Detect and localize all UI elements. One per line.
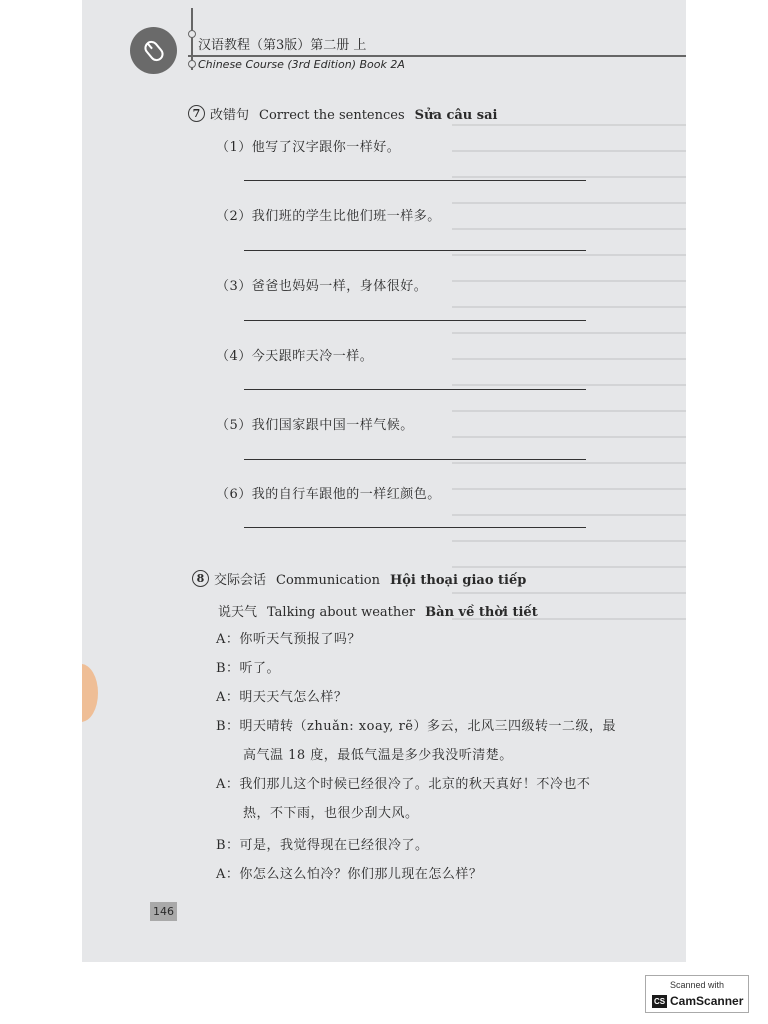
section-7-title-vi: Sửa câu sai bbox=[414, 108, 498, 123]
section-7-number: 7 bbox=[188, 105, 205, 122]
book-title-en: Chinese Course (3rd Edition) Book 2A bbox=[198, 58, 405, 71]
dialogue-line: B：听了。 bbox=[216, 661, 281, 676]
topic-vi: Bàn về thời tiết bbox=[425, 605, 538, 620]
exercise-item-5: （5）我们国家跟中国一样气候。 bbox=[216, 418, 414, 433]
watermark-brand: CamScanner bbox=[670, 994, 744, 1008]
topic-en: Talking about weather bbox=[267, 605, 416, 620]
dialogue-line: A：我们那儿这个时候已经很冷了。北京的秋天真好！不冷也不 bbox=[216, 777, 591, 792]
dialogue-line: A：你怎么这么怕冷？你们那儿现在怎么样？ bbox=[216, 867, 483, 882]
page-number: 146 bbox=[150, 902, 177, 921]
exercise-item-2: （2）我们班的学生比他们班一样多。 bbox=[216, 209, 441, 224]
answer-line-5[interactable] bbox=[244, 459, 586, 460]
book-page bbox=[82, 0, 686, 962]
section-8-heading bbox=[214, 569, 526, 588]
answer-line-1[interactable] bbox=[244, 180, 586, 181]
answer-line-4[interactable] bbox=[244, 389, 586, 390]
header-rule-horizontal bbox=[188, 55, 686, 57]
exercise-item-6: （6）我的自行车跟他的一样红颜色。 bbox=[216, 487, 441, 502]
camscanner-logo-icon: CS bbox=[653, 997, 666, 1006]
section-8-title-vi: Hội thoại giao tiếp bbox=[389, 573, 527, 588]
exercise-item-4: （4）今天跟昨天冷一样。 bbox=[216, 349, 374, 364]
exercise-item-3: （3）爸爸也妈妈一样，身体很好。 bbox=[216, 279, 428, 294]
dialogue-line: B：明天晴转（zhuǎn: xoay, rẽ）多云，北风三四级转一二级，最 bbox=[216, 719, 616, 734]
topic-cn: 说天气 bbox=[218, 605, 258, 620]
dialogue-line: 热，不下雨，也很少刮大风。 bbox=[216, 806, 419, 821]
dialogue-line: A：你听天气预报了吗？ bbox=[216, 632, 361, 647]
dialogue-line: A：明天天气怎么样？ bbox=[216, 690, 348, 705]
mouse-logo-icon bbox=[130, 27, 177, 74]
section-7-title-cn: 改错句 bbox=[210, 108, 250, 123]
section-8-title-en: Communication bbox=[276, 573, 380, 588]
dialogue-line: B：可是，我觉得现在已经很冷了。 bbox=[216, 838, 429, 853]
section-8-number: 8 bbox=[192, 570, 209, 587]
answer-line-6[interactable] bbox=[244, 527, 586, 528]
answer-line-3[interactable] bbox=[244, 320, 586, 321]
watermark-caption: Scanned with bbox=[669, 980, 725, 990]
dialogue-topic bbox=[218, 601, 538, 620]
section-7-title-en: Correct the sentences bbox=[259, 108, 405, 123]
answer-line-2[interactable] bbox=[244, 250, 586, 251]
camscanner-watermark bbox=[645, 975, 749, 1013]
section-8-title-cn: 交际会话 bbox=[214, 573, 267, 588]
book-title-cn: 汉语教程（第3版）第二册 上 bbox=[198, 38, 367, 53]
finger-shadow bbox=[82, 664, 98, 722]
dialogue-line: 高气温 18 度，最低气温是多少我没听清楚。 bbox=[216, 748, 513, 763]
exercise-item-1: （1）他写了汉字跟你一样好。 bbox=[216, 140, 401, 155]
section-7-heading bbox=[210, 104, 497, 123]
header-rule-vertical bbox=[191, 8, 193, 70]
